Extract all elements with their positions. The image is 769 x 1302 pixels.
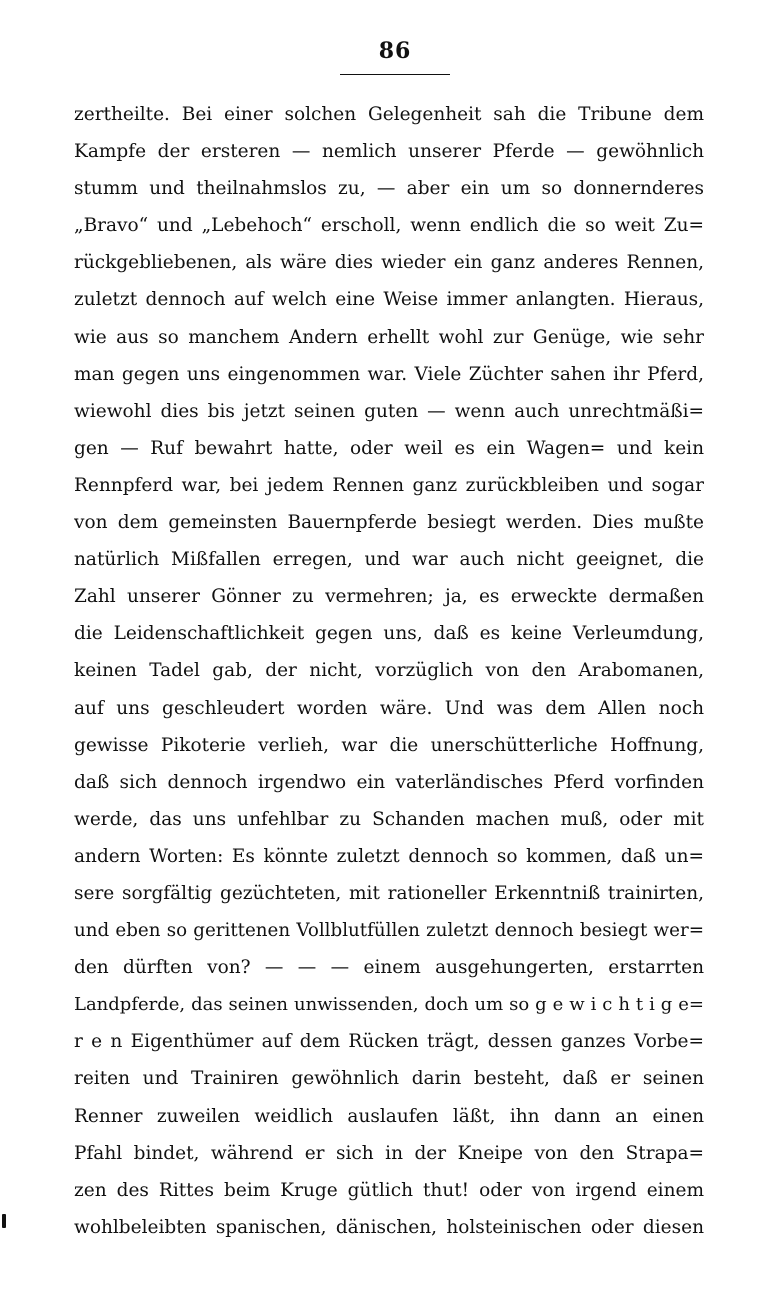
text-line: von dem gemeinsten Bauernpferde besiegt werden. Dies mußte [74,512,704,534]
page-number-rule [340,74,450,75]
text-line: Renner zuweilen weidlich auslaufen läßt, ihn dann an einen [74,1105,704,1127]
text-line: Kampfe der ersteren — nemlich unserer Pferde — gewöhnlich [74,141,704,163]
text-line: andern Worten: Es könnte zuletzt dennoch so kommen, daß un= [74,845,704,867]
text-line: natürlich Mißfallen erregen, und war auch nicht geeignet, die [74,549,704,571]
text-line: gen — Ruf bewahrt hatte, oder weil es ein Wagen= und kein [74,437,704,459]
text-line: die Leidenschaftlichkeit gegen uns, daß es keine Verleumdung, [74,623,704,645]
text-line: gewisse Pikoterie verlieh, war die unerschütterliche Hoffnung, [74,734,704,756]
text-line: zen des Rittes beim Kruge gütlich thut! oder von irgend einem [74,1179,704,1201]
text-line: reiten und Trainiren gewöhnlich darin besteht, daß er seinen [74,1068,704,1090]
text-line: wiewohl dies bis jetzt seinen guten — wenn auch unrechtmäßi= [74,400,704,422]
text-line: rückgebliebenen, als wäre dies wieder ein ganz anderes Rennen, [74,252,704,274]
text-line: zuletzt dennoch auf welch eine Weise immer anlangten. Hieraus, [74,289,704,311]
body-text [74,96,704,1246]
scan-speck [2,1214,6,1228]
text-line: zertheilte. Bei einer solchen Gelegenheit sah die Tribune dem [74,104,704,125]
text-line: Landpferde, das seinen unwissenden, doch um so g e w i c h t i g e= [74,994,704,1016]
text-line: Zahl unserer Gönner zu vermehren; ja, es erweckte dermaßen [74,586,704,608]
text-line: daß sich dennoch irgendwo ein vaterländisches Pferd vorfinden [74,771,704,793]
text-line: „Bravo“ und „Lebehoch“ erscholl, wenn endlich die so weit Zu= [74,215,704,237]
text-line: r e n Eigenthümer auf dem Rücken trägt, dessen ganzes Vorbe= [74,1031,704,1053]
text-line: wie aus so manchem Andern erhellt wohl zur Genüge, wie sehr [74,326,704,348]
text-line: stumm und theilnahmslos zu, — aber ein um so donnernderes [74,178,704,200]
text-line: auf uns geschleudert worden wäre. Und was dem Allen noch [74,697,704,719]
text-line: den dürften von? — — — einem ausgehungerten, erstarrten [74,957,704,979]
text-line: man gegen uns eingenommen war. Viele Züchter sahen ihr Pferd, [74,363,704,385]
text-line: keinen Tadel gab, der nicht, vorzüglich von den Arabomanen, [74,660,704,682]
text-line: Rennpferd war, bei jedem Rennen ganz zurückbleiben und sogar [74,474,704,496]
text-line: sere sorgfältig gezüchteten, mit rationeller Erkenntniß trainirten, [74,882,704,904]
text-line: und eben so gerittenen Vollblutfüllen zuletzt dennoch besiegt wer= [74,920,704,942]
page-number: 86 [378,38,412,64]
text-line: wohlbeleibten spanischen, dänischen, holsteinischen oder diesen [74,1216,704,1238]
text-line: werde, das uns unfehlbar zu Schanden machen muß, oder mit [74,808,704,830]
text-line: Pfahl bindet, während er sich in der Kneipe von den Strapa= [74,1142,704,1164]
